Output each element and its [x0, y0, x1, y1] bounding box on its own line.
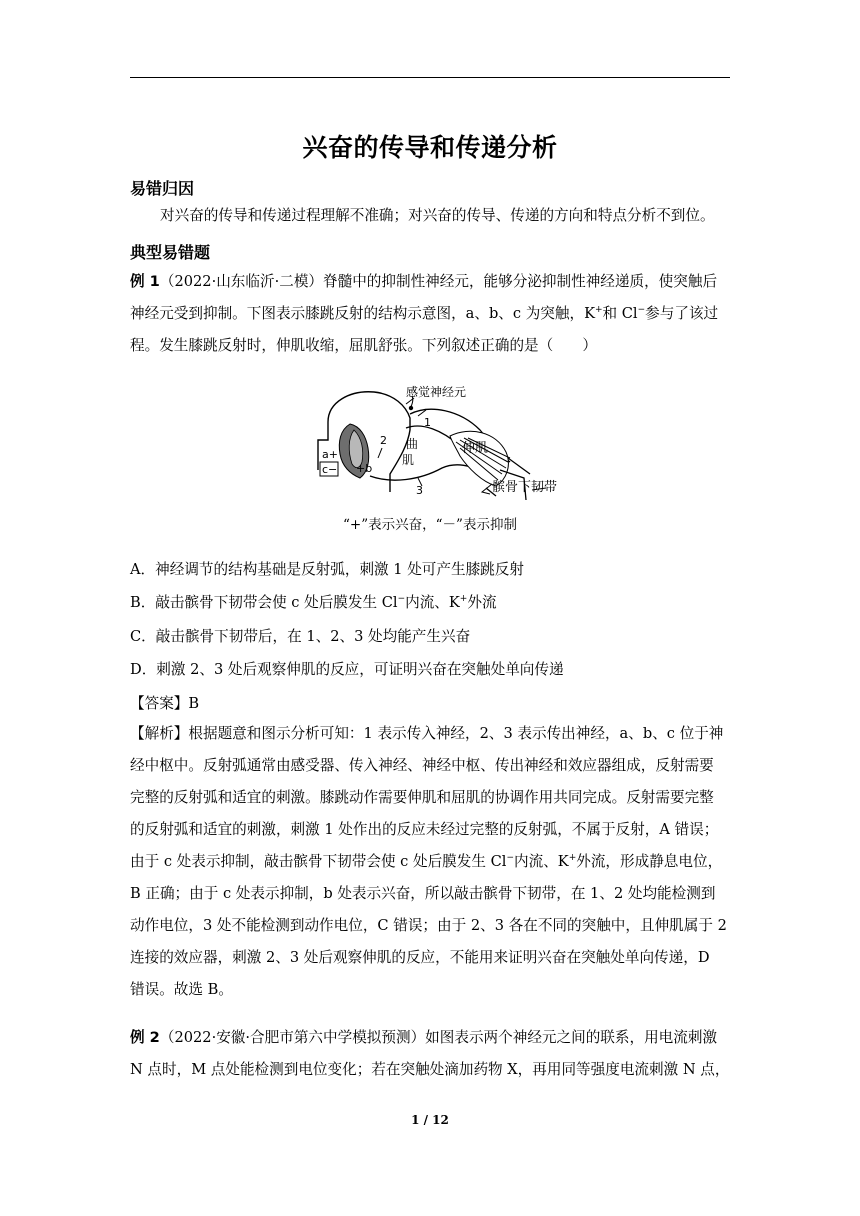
error-cause-paragraph [130, 200, 730, 232]
page-number: 1 / 12 [411, 1113, 449, 1127]
analysis-line-3: 完整的反射弧和适宜的刺激。膝跳动作需要伸肌和屈肌的协调作用共同完成。反射需要完整 [130, 789, 714, 806]
error-cause-text: 对兴奋的传导和传递过程理解不准确；对兴奋的传导、传递的方向和特点分析不到位。 [160, 207, 715, 224]
example-1-line-2a: 神经元受到抑制。下图表示膝跳反射的结构示意图，a、b、c 为突触，K [130, 305, 595, 322]
option-b-part-1: B．敲击髌骨下韧带会使 c 处后膜发生 Cl [130, 594, 398, 611]
label-3: 3 [416, 484, 423, 497]
analysis-line-2: 经中枢中。反射弧通常由感受器、传入神经、神经中枢、传出神经和效应器组成，反射需要 [130, 757, 714, 774]
analysis-line-1: 根据题意和图示分析可知：1 表示传入神经，2、3 表示传出神经，a、b、c 位于神 [188, 725, 724, 742]
analysis-paragraph [130, 718, 730, 1006]
analysis-line-5b: 内流、K [514, 853, 569, 870]
label-c: c− [322, 463, 338, 476]
example-2-label: 例 2 [130, 1029, 160, 1046]
answer: 【答案】B [130, 695, 200, 712]
option-b [130, 591, 497, 612]
example-2-line-1: （2022·安徽·合肥市第六中学模拟预测）如图表示两个神经元之间的联系，用电流刺激 [159, 1029, 718, 1046]
figure-caption: “+”表示兴奋，“－”表示抑制 [343, 517, 517, 533]
example-1-line-1: （2022·山东临沂·二模）脊髓中的抑制性神经元，能够分泌抑制性神经递质，使突触后 [159, 273, 718, 290]
example-1-line-2b: 和 Cl [602, 305, 638, 322]
option-d: D．刺激 2、3 处后观察伸肌的反应，可证明兴奋在突触处单向传递 [130, 661, 564, 678]
section-heading-error-cause: 易错归因 [130, 179, 195, 198]
label-2: 2 [380, 434, 387, 447]
analysis-line-6: B 正确；由于 c 处表示抑制，b 处表示兴奋，所以敲击髌骨下韧带，在 1、2 处均能检测到 [130, 885, 716, 902]
superscript-minus: − [637, 305, 646, 316]
analysis-line-8: 连接的效应器，刺激 2、3 处后观察伸肌的反应，不能用来证明兴奋在突触处单向传递，D [130, 949, 710, 966]
header-rule [130, 77, 730, 78]
option-b-part-3: 外流 [467, 594, 497, 611]
example-2-line-2: N 点时，M 点处能检测到电位变化；若在突触处滴加药物 X，再用同等强度电流刺激 N 点， [130, 1061, 730, 1078]
analysis-line-4: 的反射弧和适宜的刺激，刺激 1 处作出的反应未经过完整的反射弧，不属于反射，A 错误； [130, 821, 719, 838]
superscript-minus: − [506, 853, 514, 864]
label-flexor-2: 肌 [402, 453, 415, 467]
label-flexor-1: 曲 [406, 437, 419, 451]
example-2-stem [130, 1022, 730, 1086]
analysis-line-5c: 外流，形成静息电位， [576, 853, 723, 870]
option-c: C．敲击髌骨下韧带后，在 1、2、3 处均能产生兴奋 [130, 628, 471, 645]
superscript-minus: − [397, 594, 406, 605]
superscript-plus: + [459, 594, 468, 605]
analysis-label: 【解析】 [130, 725, 189, 742]
example-1-line-3: 程。发生膝跳反射时，伸肌收缩，屈肌舒张。下列叙述正确的是（ ） [130, 337, 598, 354]
example-1-label: 例 1 [130, 273, 160, 290]
option-a: A．神经调节的结构基础是反射弧，刺激 1 处可产生膝跳反射 [130, 561, 524, 578]
option-b-part-2: 内流、K [405, 594, 460, 611]
example-1-line-2c: 参与了该过 [645, 305, 719, 322]
label-b: +b [356, 462, 373, 475]
analysis-line-9: 错误。故选 B。 [130, 981, 233, 998]
section-heading-typical-errors: 典型易错题 [130, 243, 211, 262]
label-sensory-neuron: 感觉神经元 [406, 385, 467, 399]
page-title: 兴奋的传导和传递分析 [302, 133, 558, 162]
superscript-plus: + [594, 305, 603, 316]
superscript-plus: + [568, 853, 577, 864]
label-extensor: 伸肌 [462, 441, 489, 456]
label-patellar-tendon: 髌骨下韧带 [492, 480, 558, 495]
analysis-line-5a: 由于 c 处表示抑制，敲击髌骨下韧带会使 c 处后膜发生 Cl [130, 853, 507, 870]
label-a: a+ [322, 448, 338, 461]
example-1-stem [130, 266, 730, 362]
analysis-line-7: 动作电位，3 处不能检测到动作电位，C 错误；由于 2、3 各在不同的突触中，且伸肌属于 2 [130, 917, 727, 934]
label-1: 1 [424, 416, 431, 429]
knee-jerk-reflex-diagram [310, 382, 580, 502]
